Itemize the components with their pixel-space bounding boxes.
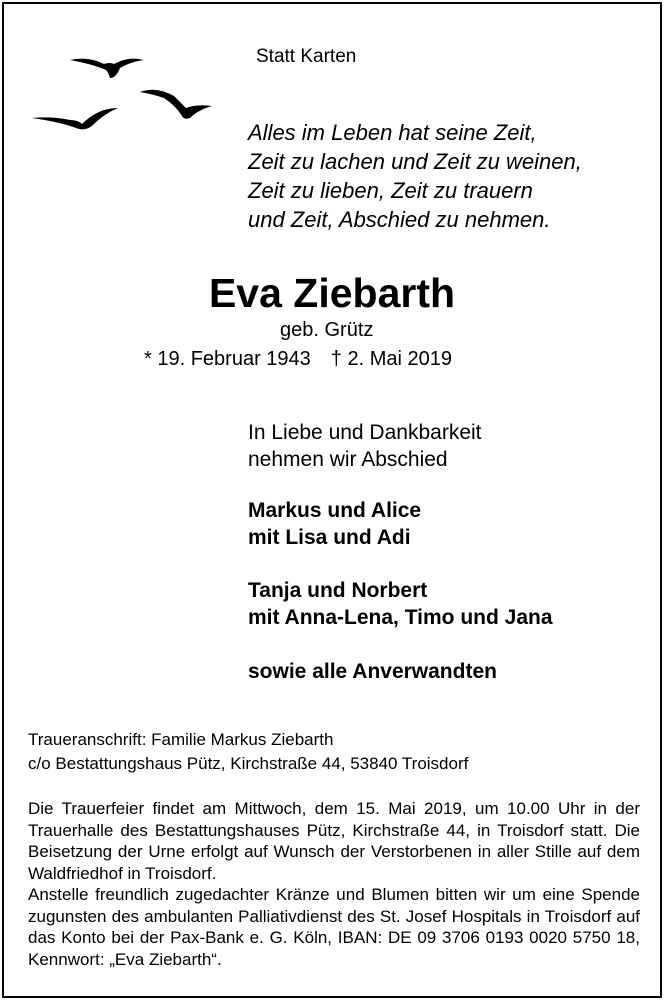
farewell-text	[248, 419, 482, 473]
family-group	[248, 658, 497, 685]
obituary-notice	[2, 2, 662, 998]
family-line: Markus und Alice	[248, 499, 422, 522]
poem-line: Alles im Leben hat seine Zeit,	[248, 120, 537, 145]
family-line: Tanja und Norbert	[248, 579, 428, 602]
bird-top	[70, 59, 144, 78]
funeral-notice	[28, 798, 640, 970]
address-line: Traueranschrift: Familie Markus Ziebarth	[28, 730, 334, 749]
poem	[248, 118, 582, 234]
mourning-address	[28, 728, 468, 776]
address-line: c/o Bestattungshaus Pütz, Kirchstraße 44, 53840 Troisdorf	[28, 754, 469, 773]
birth-date: * 19. Februar 1943	[144, 348, 311, 370]
family-group	[248, 577, 553, 631]
family-group	[248, 497, 421, 551]
death-date: † 2. Mai 2019	[330, 348, 452, 370]
header-label: Statt Karten	[256, 46, 357, 67]
poem-line: Zeit zu lachen und Zeit zu weinen,	[248, 149, 582, 174]
family-line: mit Anna-Lena, Timo und Jana	[248, 606, 553, 629]
farewell-line: In Liebe und Dankbarkeit	[248, 421, 482, 444]
birds-icon	[30, 46, 220, 134]
deceased-name: Eva Ziebarth	[208, 270, 456, 316]
family-line: sowie alle Anverwandten	[248, 660, 497, 683]
poem-line: Zeit zu lieben, Zeit zu trauern	[248, 178, 533, 203]
poem-line: und Zeit, Abschied zu nehmen.	[248, 207, 551, 232]
notice-paragraph: Die Trauerfeier findet am Mittwoch, dem 15. Mai 2019, um 10.00 Uhr in der Trauerhalle des Bestattungshauses Pütz, Kirchstraße 44, in Troisdorf statt. Die Beisetzung der Urne erfolgt auf Wunsch der Verstorbenen in aller Stille auf dem Waldfriedhof in Troisdorf.	[28, 799, 640, 883]
bird-left	[32, 108, 118, 129]
life-dates	[144, 348, 452, 371]
family-line: mit Lisa und Adi	[248, 526, 411, 549]
maiden-name: geb. Grütz	[280, 319, 374, 341]
farewell-line: nehmen wir Abschied	[248, 448, 448, 471]
notice-paragraph: Anstelle freundlich zugedachter Kränze und Blumen bitten wir um eine Spende zugunsten des ambulanten Palliativdienst des St. Josef Hospitals in Troisdorf auf das Konto bei der Pax-Bank e. G. Köln, IBAN: DE 09 3706 0193 0020 5750 18, Kennwort: „Eva Ziebarth“.	[28, 885, 640, 969]
bird-right	[140, 90, 212, 119]
